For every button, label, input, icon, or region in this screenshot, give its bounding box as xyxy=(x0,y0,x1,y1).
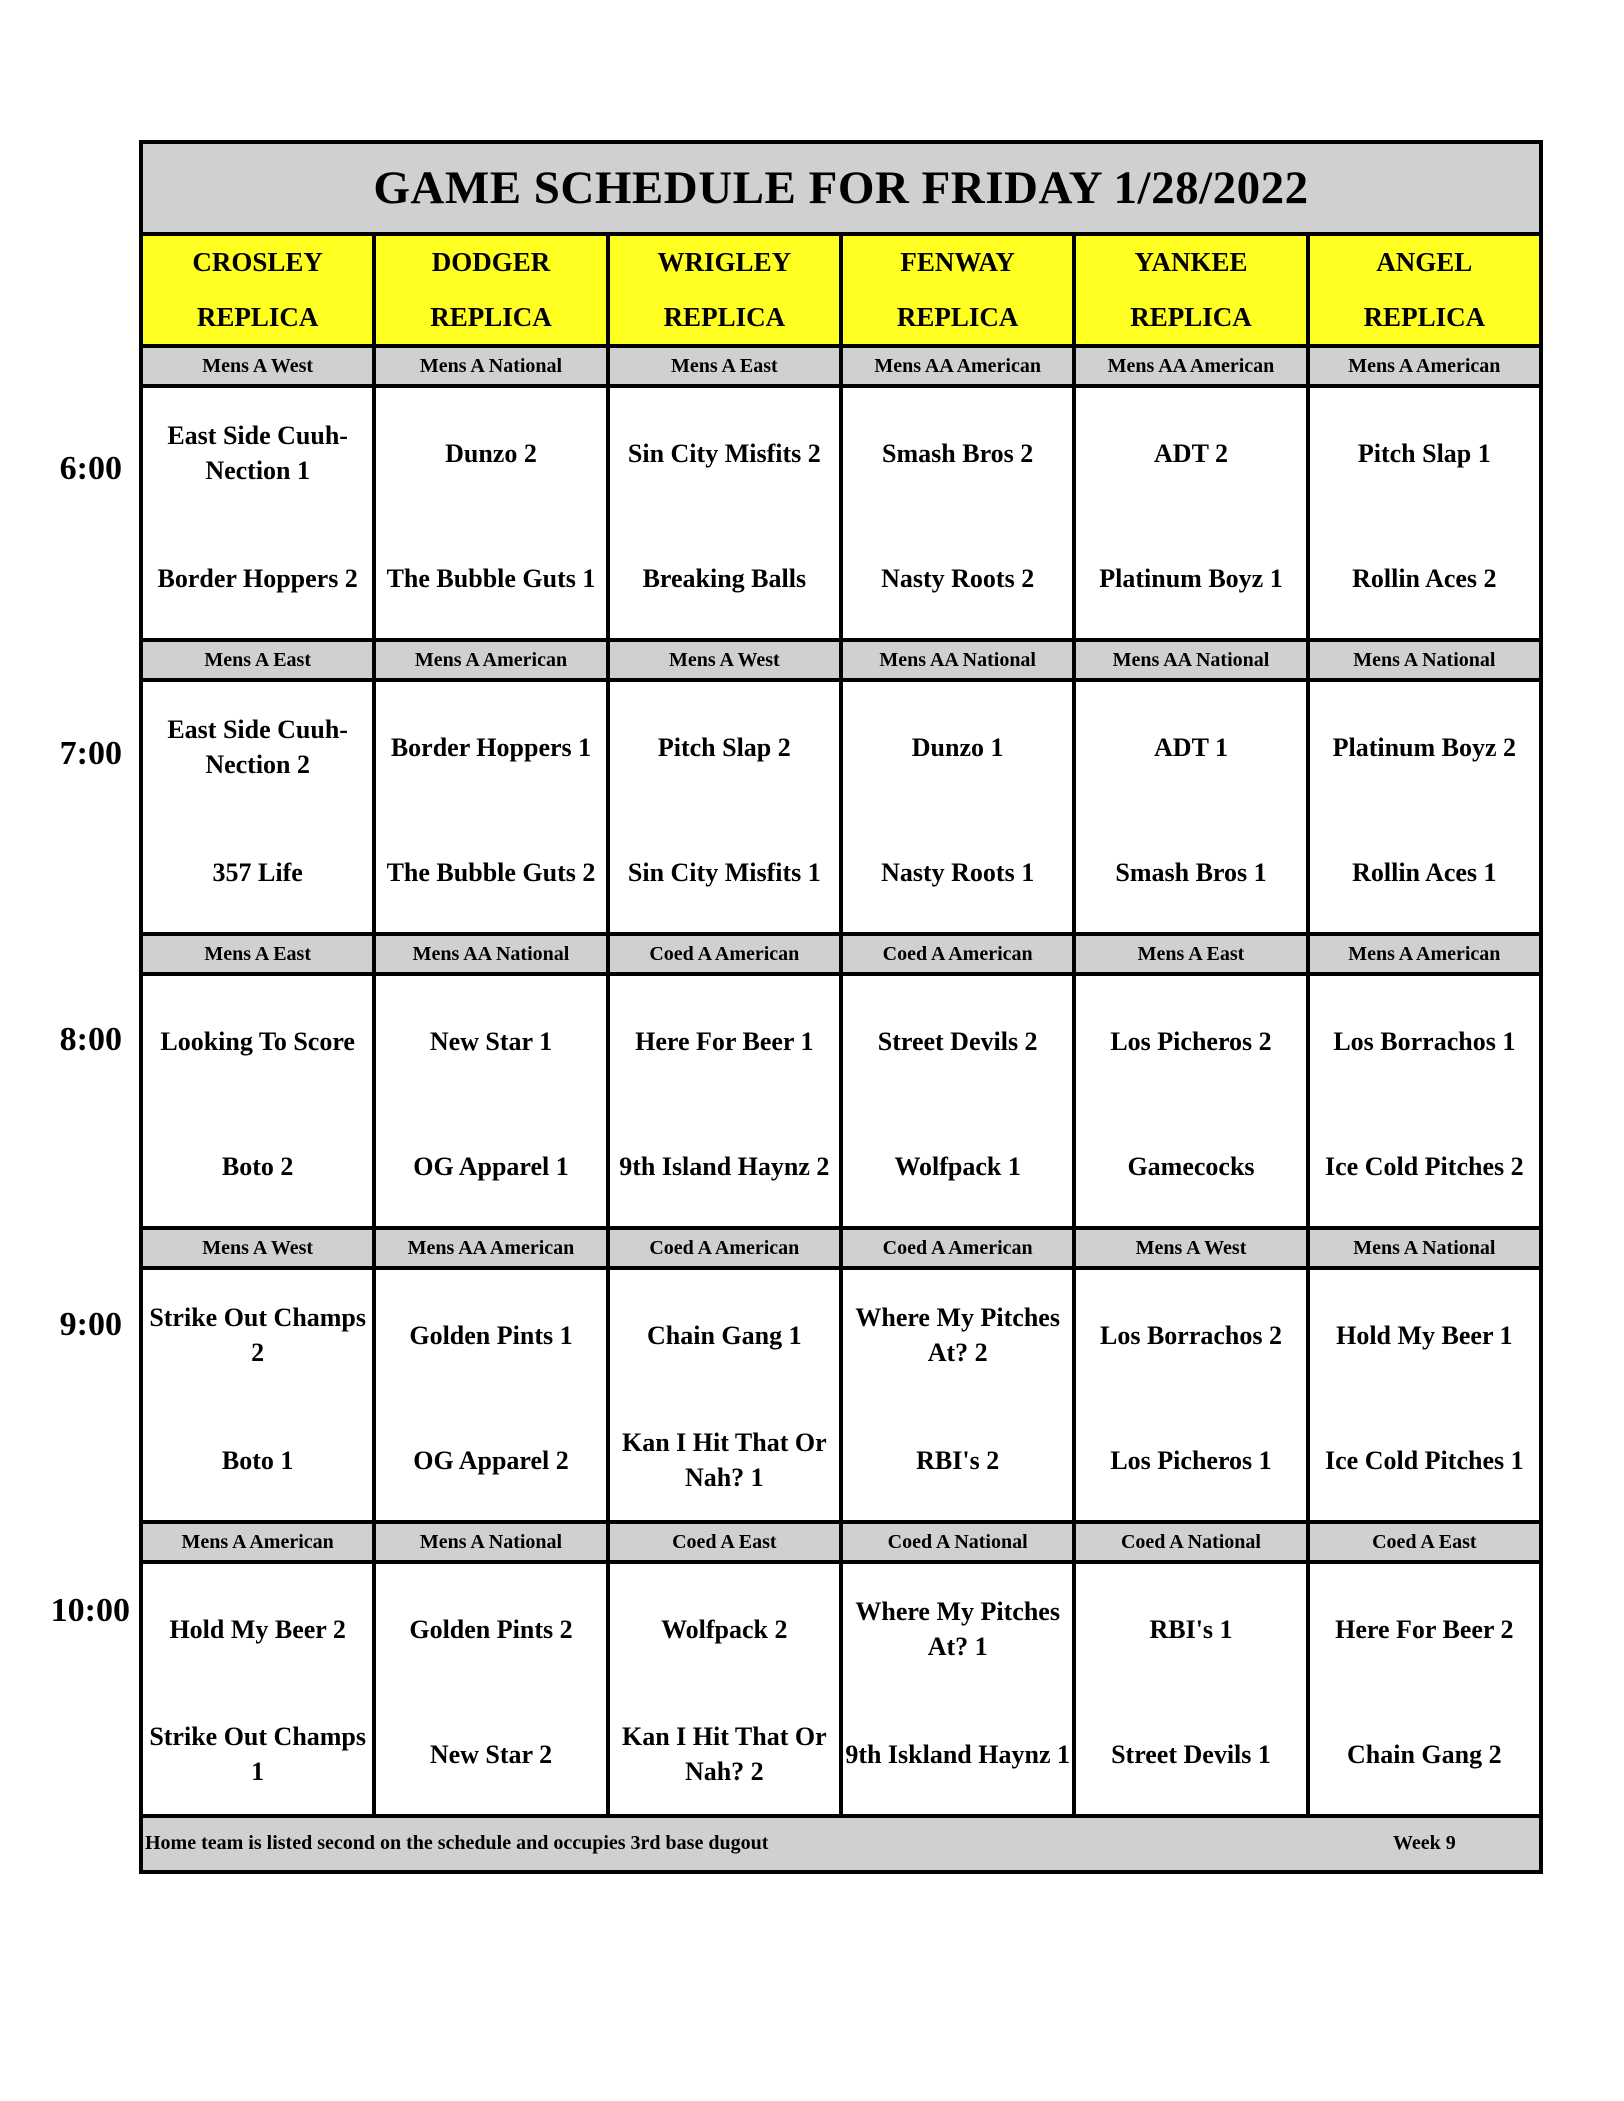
division-label: Mens A National xyxy=(376,1524,605,1560)
game-cell xyxy=(843,1564,1072,1814)
division-label: Mens A American xyxy=(143,1524,372,1560)
page-title: GAME SCHEDULE FOR FRIDAY 1/28/2022 xyxy=(143,144,1539,232)
away-team: RBI's 1 xyxy=(1149,1614,1233,1644)
home-team: Kan I Hit That Or Nah? 2 xyxy=(621,1722,827,1786)
game-cell xyxy=(1076,1564,1305,1814)
division-label: Coed A American xyxy=(610,1230,839,1266)
division-label: Mens A National xyxy=(376,348,605,384)
division-label: Mens A West xyxy=(143,348,372,384)
game-cell xyxy=(1310,1564,1539,1814)
field-subtitle: REPLICA xyxy=(663,302,786,332)
division-label: Mens AA American xyxy=(376,1230,605,1266)
time-label: 6:00 xyxy=(59,450,122,487)
away-team: Pitch Slap 2 xyxy=(657,732,791,762)
game-cell xyxy=(1310,976,1539,1226)
away-team: Street Devils 2 xyxy=(877,1026,1038,1056)
game-cell xyxy=(143,388,372,638)
away-team: Chain Gang 1 xyxy=(647,1320,802,1350)
time-label: 8:00 xyxy=(59,1021,122,1058)
game-cell xyxy=(1076,388,1305,638)
away-team: ADT 2 xyxy=(1154,438,1228,468)
game-cell xyxy=(1076,1270,1305,1520)
time-label: 7:00 xyxy=(59,735,122,772)
away-team: East Side Cuuh-Nection 2 xyxy=(167,715,348,779)
week-label: Week 9 xyxy=(1393,1832,1456,1854)
home-team: Nasty Roots 2 xyxy=(881,563,1035,593)
field-subtitle: REPLICA xyxy=(896,302,1019,332)
away-team: ADT 1 xyxy=(1154,732,1228,762)
away-team: Looking To Score xyxy=(160,1026,355,1056)
field-subtitle: REPLICA xyxy=(1130,302,1252,332)
game-cell xyxy=(143,1564,372,1814)
home-team: New Star 2 xyxy=(429,1739,553,1769)
home-team: Kan I Hit That Or Nah? 1 xyxy=(621,1428,827,1492)
home-team: Sin City Misfits 1 xyxy=(627,857,821,887)
field-header xyxy=(843,236,1072,344)
field-header xyxy=(1076,236,1305,344)
division-label: Mens A American xyxy=(1310,348,1539,384)
game-cell xyxy=(143,682,372,932)
home-team: Wolfpack 1 xyxy=(894,1151,1021,1181)
game-cell xyxy=(1310,682,1539,932)
division-label: Mens AA National xyxy=(376,936,605,972)
away-team: Platinum Boyz 2 xyxy=(1332,732,1517,762)
home-team: Rollin Aces 2 xyxy=(1352,563,1497,593)
field-name: CROSLEY xyxy=(192,247,323,277)
away-team: Hold My Beer 1 xyxy=(1336,1320,1513,1350)
division-label: Coed A East xyxy=(1310,1524,1539,1560)
away-team: Smash Bros 2 xyxy=(882,438,1034,468)
home-team: Street Devils 1 xyxy=(1111,1739,1271,1769)
division-label: Mens AA American xyxy=(843,348,1072,384)
division-label: Coed A American xyxy=(843,1230,1072,1266)
home-team: Platinum Boyz 1 xyxy=(1099,563,1283,593)
away-team: Sin City Misfits 2 xyxy=(627,438,821,468)
division-label: Mens AA National xyxy=(843,642,1072,678)
game-cell xyxy=(143,976,372,1226)
footer-bar xyxy=(143,1818,1539,1870)
division-label: Coed A National xyxy=(843,1524,1072,1560)
division-label: Mens AA American xyxy=(1076,348,1305,384)
game-cell xyxy=(1076,682,1305,932)
away-team: Dunzo 2 xyxy=(445,438,537,468)
home-team: 9th Iskland Haynz 1 xyxy=(845,1739,1070,1769)
division-label: Mens A National xyxy=(1310,1230,1539,1266)
home-team: 9th Island Haynz 2 xyxy=(619,1151,830,1181)
time-label: 10:00 xyxy=(50,1592,130,1629)
division-label: Coed A American xyxy=(843,936,1072,972)
game-cell xyxy=(610,1270,839,1520)
game-cell xyxy=(843,976,1072,1226)
home-team: Border Hoppers 2 xyxy=(157,563,358,593)
field-header xyxy=(610,236,839,344)
game-cell xyxy=(610,1564,839,1814)
game-cell xyxy=(843,1270,1072,1520)
field-name: DODGER xyxy=(431,247,551,277)
field-name: FENWAY xyxy=(900,247,1015,277)
field-header xyxy=(376,236,605,344)
field-subtitle: REPLICA xyxy=(1363,302,1486,332)
division-label: Mens A American xyxy=(1310,936,1539,972)
division-label: Coed A American xyxy=(610,936,839,972)
away-team: Dunzo 1 xyxy=(911,732,1004,762)
division-label: Mens A West xyxy=(1076,1230,1305,1266)
away-team: Here For Beer 2 xyxy=(1335,1614,1514,1644)
division-label: Mens A East xyxy=(610,348,839,384)
game-cell xyxy=(376,682,605,932)
division-label: Mens A West xyxy=(610,642,839,678)
away-team: Where My Pitches At? 2 xyxy=(855,1303,1060,1367)
division-label: Mens A National xyxy=(1310,642,1539,678)
away-team: Strike Out Champs 2 xyxy=(149,1303,367,1367)
home-team: Boto 1 xyxy=(221,1445,294,1475)
game-cell xyxy=(376,1564,605,1814)
home-team: The Bubble Guts 2 xyxy=(386,857,596,887)
home-team: Gamecocks xyxy=(1127,1151,1255,1181)
away-team: Hold My Beer 2 xyxy=(169,1614,346,1644)
division-label: Coed A East xyxy=(610,1524,839,1560)
away-team: Border Hoppers 1 xyxy=(390,732,592,762)
game-cell xyxy=(843,388,1072,638)
game-cell xyxy=(376,388,605,638)
game-cell xyxy=(376,976,605,1226)
home-team: Ice Cold Pitches 1 xyxy=(1325,1445,1524,1475)
field-name: WRIGLEY xyxy=(657,247,792,277)
division-label: Mens A American xyxy=(376,642,605,678)
home-team: Rollin Aces 1 xyxy=(1352,857,1497,887)
division-label: Mens A East xyxy=(1076,936,1305,972)
game-cell xyxy=(610,976,839,1226)
game-cell xyxy=(1076,976,1305,1226)
away-team: Golden Pints 2 xyxy=(409,1614,573,1644)
home-team: Breaking Balls xyxy=(642,563,807,593)
game-cell xyxy=(610,388,839,638)
game-cell xyxy=(376,1270,605,1520)
footer-note: Home team is listed second on the schedule and occupies 3rd base dugout xyxy=(145,1832,769,1854)
away-team: New Star 1 xyxy=(429,1026,553,1056)
time-column xyxy=(0,0,139,2101)
game-cell xyxy=(1310,1270,1539,1520)
away-team: Where My Pitches At? 1 xyxy=(855,1597,1060,1661)
away-team: Los Picheros 2 xyxy=(1110,1026,1272,1056)
home-team: Smash Bros 1 xyxy=(1115,857,1267,887)
field-name: YANKEE xyxy=(1134,247,1248,277)
game-cell xyxy=(843,682,1072,932)
away-team: Here For Beer 1 xyxy=(635,1026,814,1056)
away-team: Los Borrachos 2 xyxy=(1099,1320,1282,1350)
home-team: Ice Cold Pitches 2 xyxy=(1325,1151,1524,1181)
away-team: Golden Pints 1 xyxy=(409,1320,573,1350)
time-label: 9:00 xyxy=(59,1306,122,1343)
home-team: 357 Life xyxy=(212,857,303,887)
away-team: Wolfpack 2 xyxy=(661,1614,788,1644)
home-team: Boto 2 xyxy=(221,1151,294,1181)
away-team: Pitch Slap 1 xyxy=(1357,438,1491,468)
game-cell xyxy=(610,682,839,932)
home-team: Los Picheros 1 xyxy=(1110,1445,1272,1475)
field-header xyxy=(143,236,372,344)
game-cell xyxy=(143,1270,372,1520)
schedule-table xyxy=(139,140,1543,1874)
home-team: Strike Out Champs 1 xyxy=(149,1722,367,1786)
home-team: The Bubble Guts 1 xyxy=(386,563,596,593)
home-team: RBI's 2 xyxy=(916,1445,1000,1475)
away-team: East Side Cuuh-Nection 1 xyxy=(167,421,348,485)
field-name: ANGEL xyxy=(1376,247,1473,277)
home-team: OG Apparel 2 xyxy=(413,1445,569,1475)
field-header xyxy=(1310,236,1539,344)
division-label: Coed A National xyxy=(1076,1524,1305,1560)
field-subtitle: REPLICA xyxy=(196,302,319,332)
game-cell xyxy=(1310,388,1539,638)
division-label: Mens AA National xyxy=(1076,642,1305,678)
home-team: Chain Gang 2 xyxy=(1347,1739,1502,1769)
division-label: Mens A East xyxy=(143,936,372,972)
away-team: Los Borrachos 1 xyxy=(1333,1026,1516,1056)
field-subtitle: REPLICA xyxy=(430,302,552,332)
home-team: OG Apparel 1 xyxy=(413,1151,569,1181)
division-label: Mens A East xyxy=(143,642,372,678)
division-label: Mens A West xyxy=(143,1230,372,1266)
home-team: Nasty Roots 1 xyxy=(881,857,1035,887)
